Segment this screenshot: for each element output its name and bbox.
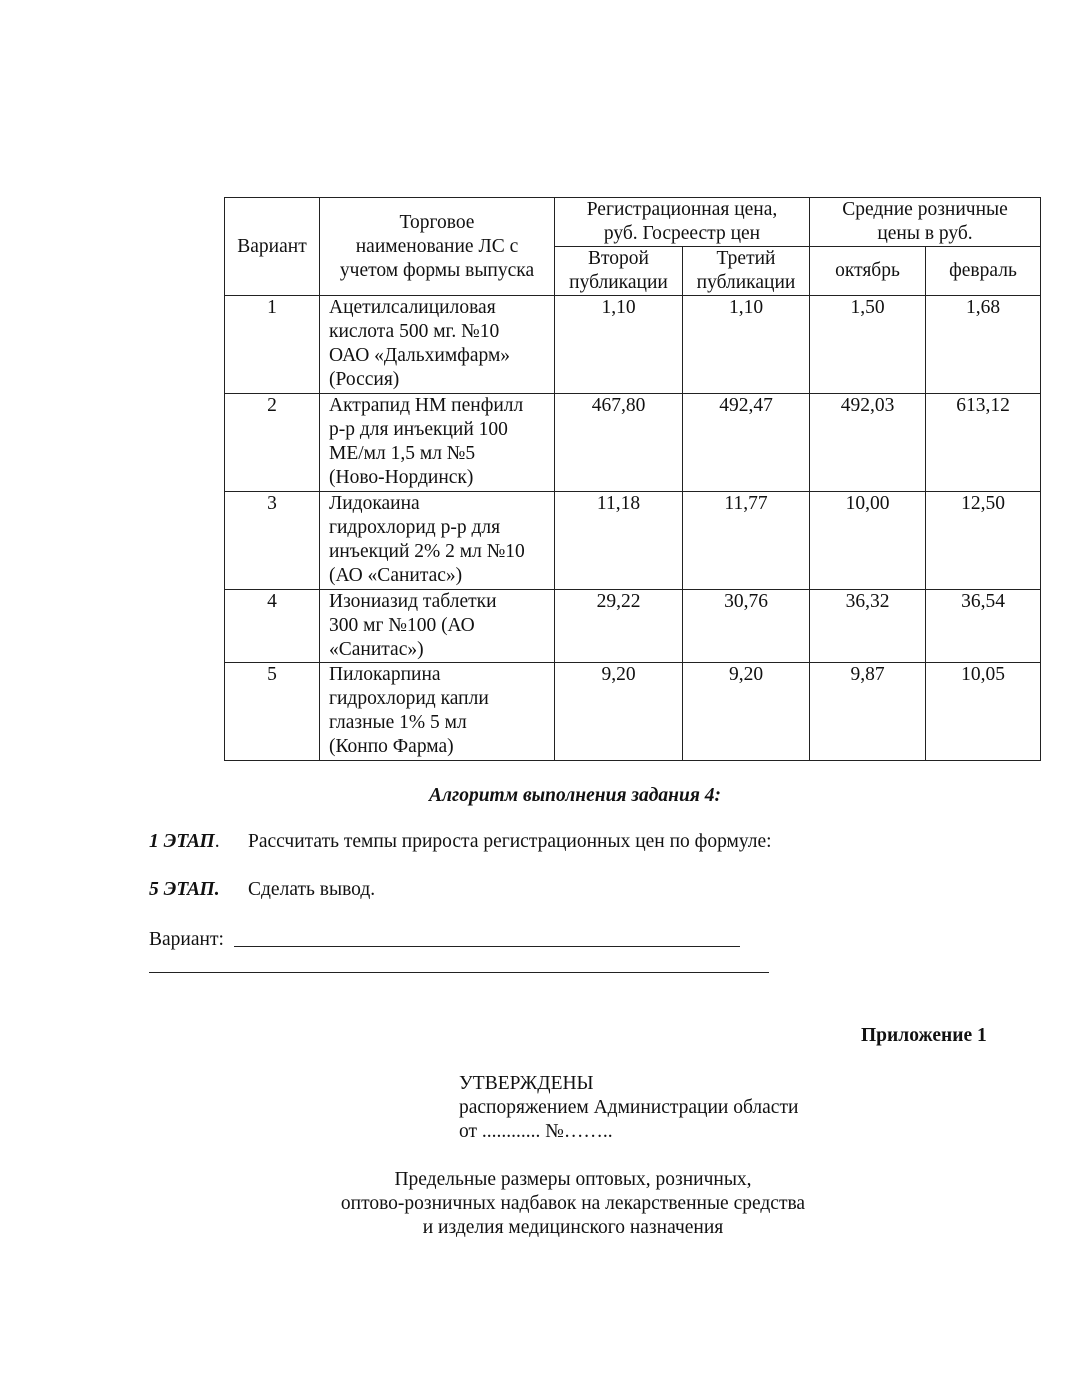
cell-second-pub: 9,20	[555, 663, 683, 761]
header-october: октябрь	[810, 247, 926, 296]
answer-line[interactable]	[149, 972, 769, 973]
cell-name: Изониазид таблетки 300 мг №100 (АО «Санитас»)	[320, 590, 555, 663]
step1-label: 1 ЭТАП	[149, 831, 215, 852]
step5-label: 5 ЭТАП.	[149, 879, 220, 900]
cell-october: 10,00	[810, 492, 926, 590]
variant-answer-line[interactable]	[234, 946, 740, 947]
cell-second-pub: 467,80	[555, 394, 683, 492]
cell-october: 9,87	[810, 663, 926, 761]
header-variant: Вариант	[225, 198, 320, 296]
header-second-pub: Второй публикации	[555, 247, 683, 296]
cell-october: 1,50	[810, 296, 926, 394]
cell-third-pub: 11,77	[683, 492, 810, 590]
cell-february: 613,12	[926, 394, 1041, 492]
cell-third-pub: 492,47	[683, 394, 810, 492]
approved-date-number: от ............ №……..	[459, 1121, 613, 1142]
approved-order: распоряжением Администрации области	[459, 1097, 799, 1118]
table-row	[225, 296, 1041, 394]
cell-third-pub: 9,20	[683, 663, 810, 761]
cell-second-pub: 1,10	[555, 296, 683, 394]
cell-october: 492,03	[810, 394, 926, 492]
cell-second-pub: 29,22	[555, 590, 683, 663]
header-february: февраль	[926, 247, 1041, 296]
cell-variant: 1	[225, 296, 320, 394]
table-row	[225, 492, 1041, 590]
algorithm-title: Алгоритм выполнения задания 4:	[428, 785, 721, 806]
table-row	[225, 394, 1041, 492]
appendix-title-line-3: и изделия медицинского назначения	[422, 1217, 724, 1238]
header-reg-price: Регистрационная цена, руб. Госреестр цен	[555, 198, 810, 247]
cell-third-pub: 1,10	[683, 296, 810, 394]
cell-october: 36,32	[810, 590, 926, 663]
appendix-title-line-1: Предельные размеры оптовых, розничных,	[394, 1169, 752, 1190]
cell-name: Актрапид НМ пенфилл р-р для инъекций 100 МЕ/мл 1,5 мл №5 (Ново-Нординск)	[320, 394, 555, 492]
appendix-label: Приложение 1	[861, 1025, 987, 1046]
header-third-pub: Третий публикации	[683, 247, 810, 296]
cell-february: 36,54	[926, 590, 1041, 663]
cell-second-pub: 11,18	[555, 492, 683, 590]
step5-text: Сделать вывод.	[248, 879, 376, 900]
prices-table	[224, 197, 1041, 761]
cell-name: Пилокарпина гидрохлорид капли глазные 1% 5 мл (Конпо Фарма)	[320, 663, 555, 761]
header-retail-price: Средние розничные цены в руб.	[810, 198, 1041, 247]
appendix-title-line-2: оптово-розничных надбавок на лекарственные средства	[340, 1193, 806, 1214]
header-name: Торговое наименование ЛС с учетом формы выпуска	[320, 198, 555, 296]
table-row	[225, 663, 1041, 761]
step1	[149, 830, 220, 854]
cell-variant: 4	[225, 590, 320, 663]
approved-heading: УТВЕРЖДЕНЫ	[459, 1073, 594, 1094]
cell-variant: 2	[225, 394, 320, 492]
step1-text: Рассчитать темпы прироста регистрационных цен по формуле:	[248, 831, 772, 852]
table-row	[225, 590, 1041, 663]
cell-variant: 5	[225, 663, 320, 761]
cell-third-pub: 30,76	[683, 590, 810, 663]
cell-february: 10,05	[926, 663, 1041, 761]
cell-february: 1,68	[926, 296, 1041, 394]
cell-name: Лидокаина гидрохлорид р-р для инъекций 2% 2 мл №10 (АО «Санитас»)	[320, 492, 555, 590]
cell-variant: 3	[225, 492, 320, 590]
variant-label: Вариант:	[149, 929, 224, 950]
cell-february: 12,50	[926, 492, 1041, 590]
step1-dot: .	[214, 831, 220, 852]
cell-name: Ацетилсалициловая кислота 500 мг. №10 ОАО «Дальхимфарм» (Россия)	[320, 296, 555, 394]
